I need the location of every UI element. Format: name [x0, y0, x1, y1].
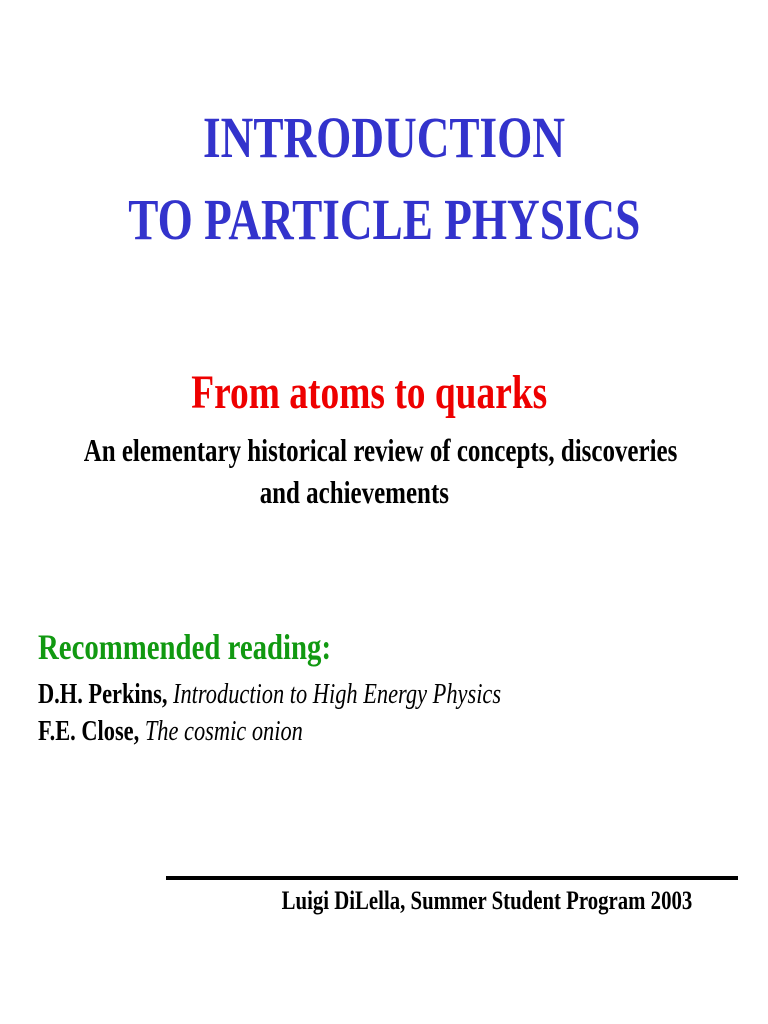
reference-1-title: Introduction to High Energy Physics	[173, 679, 502, 710]
recommended-reading-heading	[38, 627, 404, 667]
description-line-2-text: and achievements	[259, 474, 449, 510]
title-line-1	[0, 107, 768, 169]
title-line-1-text: INTRODUCTION	[203, 105, 565, 170]
description-line-2	[0, 474, 708, 510]
subtitle-text: From atoms to quarks	[190, 366, 548, 419]
reference-1-author: D.H. Perkins,	[38, 679, 174, 710]
recommended-reading-heading-text: Recommended reading:	[38, 627, 332, 667]
footer-credit-text: Luigi DiLella, Summer Student Program 2003	[281, 886, 692, 915]
reference-2-title: The cosmic onion	[144, 716, 303, 747]
description-line-1	[0, 432, 752, 468]
reference-2	[38, 716, 369, 748]
description-line-1-text: An elementary historical review of concepts, discoveries	[83, 432, 678, 468]
subtitle	[0, 366, 738, 420]
title-line-2	[0, 189, 768, 251]
footer-credit	[179, 886, 692, 916]
title-line-2-text: TO PARTICLE PHYSICS	[127, 187, 641, 252]
reference-2-author: F.E. Close,	[38, 716, 145, 747]
footer-divider	[166, 876, 738, 880]
reference-1	[38, 679, 617, 711]
